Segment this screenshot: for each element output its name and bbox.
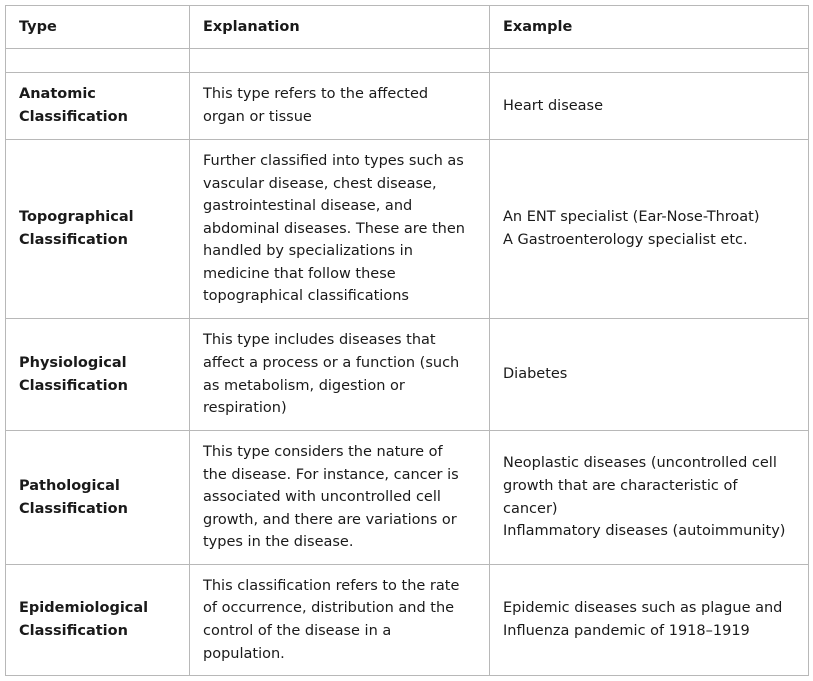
explanation-text: gastrointestinal disease, and	[203, 198, 413, 215]
header-type: Type	[6, 6, 190, 49]
classification-table	[5, 5, 809, 676]
header-explanation: Explanation	[190, 6, 490, 49]
example-cell	[490, 319, 809, 431]
explanation-text: organ or tissue	[203, 109, 312, 125]
explanation-text: This type refers to the affected	[203, 86, 429, 103]
type-cell	[6, 319, 190, 431]
explanation-text: the disease. For instance, cancer is	[203, 466, 459, 483]
type-cell	[6, 565, 190, 676]
explanation-cell	[190, 140, 490, 319]
explanation-cell	[190, 565, 490, 676]
type-text: Classification	[19, 109, 128, 125]
example-cell	[490, 140, 809, 319]
type-text: Classification	[19, 232, 128, 248]
type-cell	[6, 73, 190, 140]
example-text: Inflammatory diseases (autoimmunity)	[503, 523, 786, 540]
empty-row	[6, 49, 809, 73]
example-text: Heart disease	[503, 97, 604, 114]
explanation-text: This type includes diseases that	[203, 332, 436, 349]
example-text: Influenza pandemic of 1918–1919	[503, 623, 750, 639]
type-cell	[6, 140, 190, 319]
example-text: An ENT specialist (Ear-Nose-Throat)	[503, 209, 760, 226]
type-text: Classification	[19, 500, 128, 517]
example-text: Neoplastic diseases (uncontrolled cell	[503, 455, 777, 472]
table-row	[6, 319, 809, 431]
type-text: Epidemiological	[19, 600, 149, 617]
example-text: growth that are characteristic of	[503, 477, 738, 494]
explanation-text: abdominal diseases. These are then	[203, 220, 465, 237]
empty-cell	[190, 49, 490, 73]
explanation-text: vascular disease, chest disease,	[203, 175, 437, 192]
example-text: Diabetes	[503, 366, 568, 383]
example-text: cancer)	[503, 500, 558, 517]
table-row	[6, 140, 809, 319]
type-cell	[6, 431, 190, 565]
type-text: Physiological	[19, 354, 127, 371]
table-row	[6, 73, 809, 140]
explanation-text: respiration)	[203, 400, 287, 417]
explanation-text: as metabolism, digestion or	[203, 377, 405, 394]
example-text: A Gastroenterology specialist etc.	[503, 232, 748, 248]
explanation-text: affect a process or a function (such	[203, 354, 460, 371]
empty-cell	[6, 49, 190, 73]
explanation-text: topographical classifications	[203, 288, 409, 305]
explanation-text: This classification refers to the rate	[203, 577, 460, 594]
explanation-cell	[190, 431, 490, 565]
table-header-row	[6, 6, 809, 49]
empty-cell	[490, 49, 809, 73]
type-text: Anatomic	[19, 86, 96, 103]
explanation-text: of occurrence, distribution and the	[203, 600, 455, 617]
type-text: Topographical	[19, 209, 134, 226]
explanation-text: medicine that follow these	[203, 265, 396, 282]
explanation-text: population.	[203, 645, 285, 662]
header-example: Example	[490, 6, 809, 49]
explanation-text: handled by specializations in	[203, 243, 413, 260]
example-cell	[490, 565, 809, 676]
explanation-text: associated with uncontrolled cell	[203, 489, 441, 506]
example-cell	[490, 73, 809, 140]
explanation-cell	[190, 73, 490, 140]
explanation-text: growth, and there are variations or	[203, 511, 457, 528]
explanation-text: control of the disease in a	[203, 623, 392, 639]
explanation-text: Further classified into types such as	[203, 152, 464, 169]
explanation-text: types in the disease.	[203, 534, 354, 551]
example-cell	[490, 431, 809, 565]
table-row	[6, 565, 809, 676]
example-text: Epidemic diseases such as plague and	[503, 600, 783, 617]
type-text: Pathological	[19, 477, 120, 494]
table-row	[6, 431, 809, 565]
type-text: Classification	[19, 623, 128, 639]
type-text: Classification	[19, 377, 128, 394]
explanation-text: This type considers the nature of	[203, 444, 443, 461]
explanation-cell	[190, 319, 490, 431]
